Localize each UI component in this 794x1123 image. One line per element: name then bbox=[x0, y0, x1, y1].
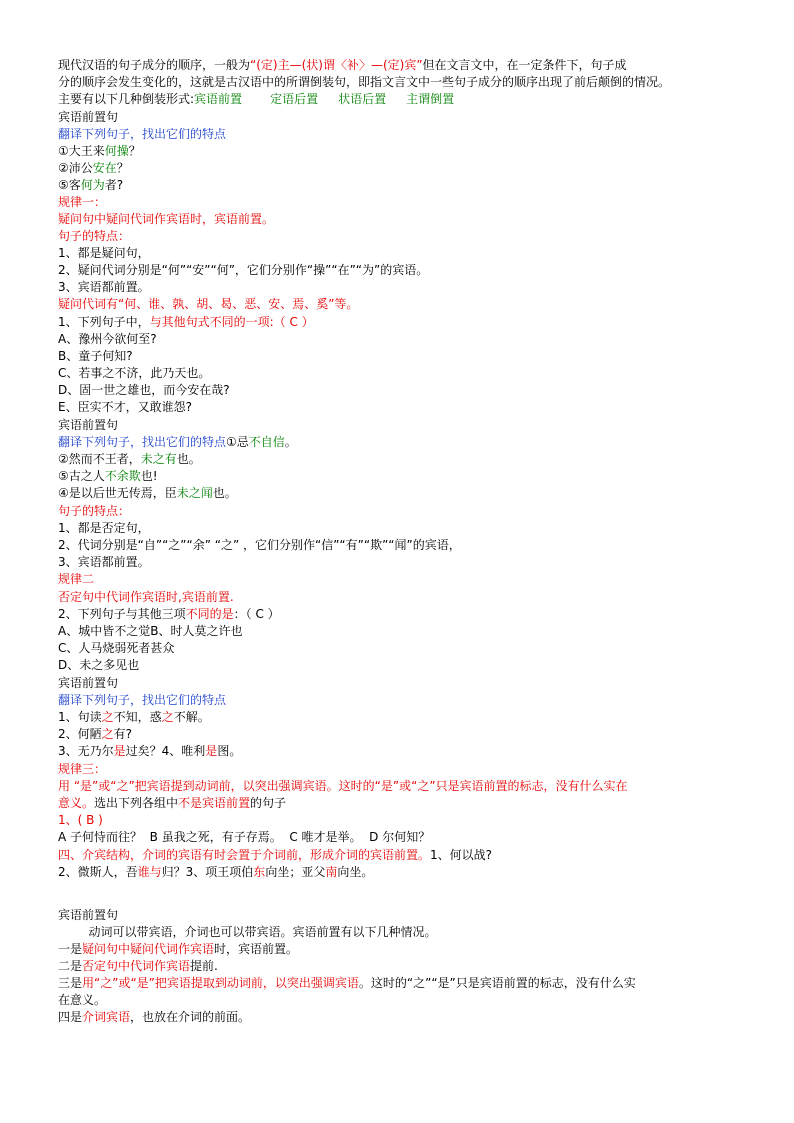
task-instruction: 翻译下列句子，找出它们的特点 bbox=[58, 127, 227, 141]
option: C、若事之不济，此乃天也。 bbox=[58, 366, 211, 380]
rule-title: 规律二 bbox=[58, 572, 95, 586]
summary-case: 二是否定句中代词作宾语提前. bbox=[58, 959, 218, 973]
type-object-preposed: 宾语前置 bbox=[194, 92, 243, 106]
example-sentence: 3、无乃尔是过矣？4、唯利是图。 bbox=[58, 744, 242, 758]
example-sentence: ②沛公安在？ bbox=[58, 161, 129, 175]
option: B、童子何知? bbox=[58, 349, 133, 363]
option: D、固一世之雄也，而今安在哉? bbox=[58, 383, 230, 397]
feature-item: 3、宾语都前置。 bbox=[58, 555, 150, 569]
rule-text: 意义。选出下列各组中不是宾语前置的句子 bbox=[58, 796, 287, 810]
type-attributive-postposed: 定语后置 bbox=[270, 92, 319, 106]
feature-item: 1、都是疑问句， bbox=[58, 246, 150, 260]
example-sentence: ④是以后世无传焉，臣未之闻也。 bbox=[58, 486, 237, 500]
feature-item: 2、代词分别是“自”“之”“余” “之” ，它们分别作“信”“有”“欺”“闻”的宾语， bbox=[58, 538, 461, 552]
task-instruction: 翻译下列句子，找出它们的特点 bbox=[58, 693, 227, 707]
question: 1、下列句子中，与其他句式不同的一项:（ C ） bbox=[58, 315, 314, 329]
example-sentence: ②然而不王者，未之有也。 bbox=[58, 452, 201, 466]
answer: 1、( B ) bbox=[58, 813, 103, 827]
intro-line-2: 分的顺序会发生变化的，这就是古汉语中的所谓倒装句，即指文言文中一些句子成分的顺序出现了前后颠倒的情况。 bbox=[58, 75, 671, 89]
rule-text: 疑问句中疑问代词作宾语时，宾语前置。 bbox=[58, 212, 275, 226]
option: E、臣实不才，又敢谁怨? bbox=[58, 400, 192, 414]
option: D、未之多见也 bbox=[58, 658, 140, 672]
summary-intro: 动词可以带宾语，介词也可以带宾语。宾语前置有以下几种情况。 bbox=[58, 925, 437, 939]
task-instruction: 翻译下列句子，找出它们的特点①忌不自信。 bbox=[58, 435, 297, 449]
section-heading: 宾语前置句 bbox=[58, 418, 119, 432]
rule-four: 四、介宾结构，介词的宾语有时会置于介词前，形成介词的宾语前置。1、何以战? bbox=[58, 848, 493, 862]
feature-item: 2、疑问代词分别是“何”“安”“何”，它们分别作“操”“在”“为”的宾语。 bbox=[58, 263, 429, 277]
rule-title: 规律一： bbox=[58, 195, 107, 209]
intro-text: 但在文言文中，在一定条件下，句子成 bbox=[422, 58, 627, 72]
section-heading: 宾语前置句 bbox=[58, 908, 119, 922]
section-heading: 宾语前置句 bbox=[58, 110, 119, 124]
sentence-order-formula: “(定)主—(状)谓〈补〉—(定)宾” bbox=[250, 58, 423, 72]
feature-item: 3、宾语都前置。 bbox=[58, 280, 150, 294]
inversion-types-label: 主要有以下几种倒装形式: bbox=[58, 92, 195, 106]
summary-case: 四是介词宾语，也放在介词的前面。 bbox=[58, 1010, 251, 1024]
feature-item: 1、都是否定句， bbox=[58, 521, 150, 535]
section-heading: 宾语前置句 bbox=[58, 676, 119, 690]
option: A、豫州今欲何至? bbox=[58, 332, 157, 346]
option-row: A 子何恃而往？ B 虽我之死，有子存焉。 C 唯才是举。 D 尔何知？ bbox=[58, 830, 431, 844]
intro-line-3 bbox=[58, 91, 454, 108]
option: C、人马烧弱死者甚众 bbox=[58, 641, 175, 655]
example-sentence: 2、何陋之有? bbox=[58, 727, 133, 741]
summary-case: 一是疑问句中疑问代词作宾语时，宾语前置。 bbox=[58, 942, 299, 956]
summary-case: 在意义。 bbox=[58, 993, 107, 1007]
rule-title: 规律三： bbox=[58, 762, 107, 776]
example-sentence: ⑤古之人不余欺也! bbox=[58, 469, 158, 483]
example-sentence: ①大王来何操？ bbox=[58, 144, 141, 158]
question: 2、下列句子与其他三项不同的是：（ C ） bbox=[58, 607, 280, 621]
intro-text: 现代汉语的句子成分的顺序，一般为 bbox=[58, 58, 251, 72]
pronoun-list: 疑问代词有“何、谁、孰、胡、曷、恶、安、焉、奚”等。 bbox=[58, 297, 359, 311]
feature-title: 句子的特点： bbox=[58, 504, 131, 518]
summary-case: 三是用“之”或“是”把宾语提取到动词前，以突出强调宾语。这时的“之”“是”只是宾语前置的标志，没有什么实 bbox=[58, 976, 636, 990]
rule-text: 否定句中代词作宾语时,宾语前置. bbox=[58, 590, 234, 604]
example-sentence: 2、微斯人，吾谁与归？3、项王项伯东向坐；亚父南向坐。 bbox=[58, 865, 374, 879]
feature-title: 句子的特点： bbox=[58, 229, 131, 243]
example-sentence: 1、句读之不知，惑之不解。 bbox=[58, 710, 210, 724]
type-adverbial-postposed: 状语后置 bbox=[338, 92, 387, 106]
intro-line-1 bbox=[58, 57, 627, 74]
rule-text: 用 “是”或“之”把宾语提到动词前，以突出强调宾语。这时的“是”或“之”只是宾语前置的标志，没有什么实在 bbox=[58, 779, 628, 793]
example-sentence: ⑤客何为者? bbox=[58, 178, 124, 192]
option: A、城中皆不之觉B、时人莫之许也 bbox=[58, 624, 243, 638]
type-subject-predicate-inverted: 主谓倒置 bbox=[406, 92, 455, 106]
